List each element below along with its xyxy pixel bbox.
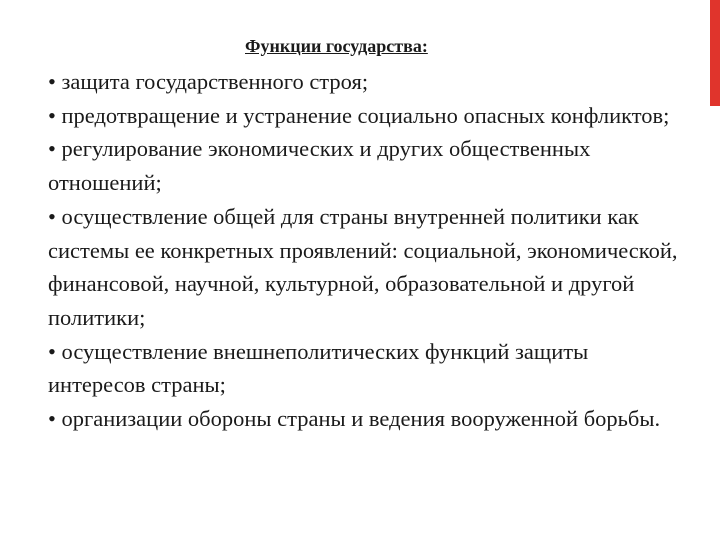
accent-bar bbox=[710, 0, 720, 106]
bullet-item: • регулирование экономических и других общественных отношений; bbox=[48, 136, 591, 196]
bullet-item: • осуществление общей для страны внутренней политики как системы ее конкретных проявлений: социальной, экономической, финансовой, научной, культурной, образовательной и другой политики; bbox=[48, 203, 678, 330]
slide-title: Функции государства: bbox=[245, 36, 428, 56]
bullet-item: • осуществление внешнеполитических функций защиты интересов страны; bbox=[48, 338, 589, 398]
bullet-list bbox=[48, 65, 688, 436]
bullet-item: • предотвращение и устранение социально опасных конфликтов; bbox=[48, 102, 670, 128]
bullet-item: • защита государственного строя; bbox=[48, 69, 369, 94]
bullet-item: • организации обороны страны и ведения вооруженной борьбы. bbox=[48, 406, 661, 432]
